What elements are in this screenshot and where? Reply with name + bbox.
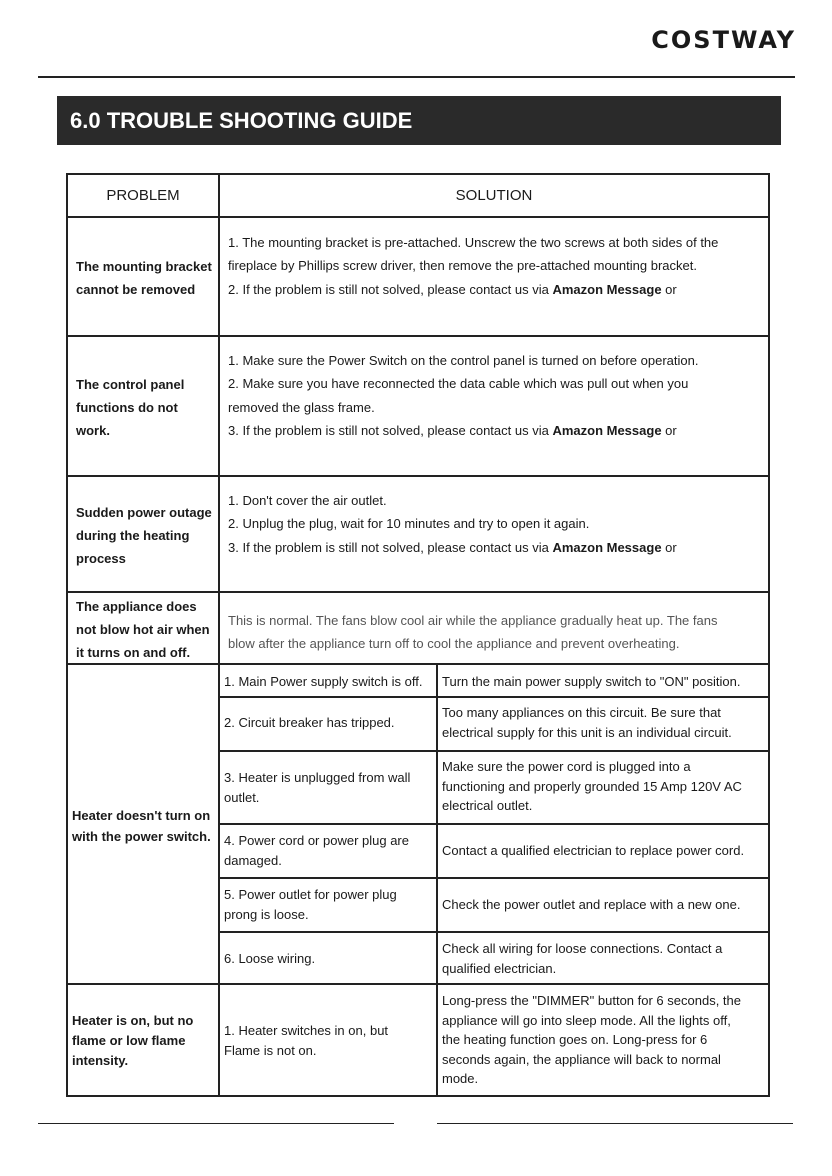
fix-6: Check all wiring for loose connections. Contact a qualified electrician. xyxy=(442,941,723,976)
solution-mounting-bracket: 1. The mounting bracket is pre-attached. Unscrew the two screws at both sides of the fireplace by Phillips screw driver, then remove the pre-attached mounting bracket. 2. If the problem is still not solved, please contact us via Amazon Message or xyxy=(228,235,719,297)
subcolumn-divider xyxy=(436,665,438,1095)
fix-flame: Long-press the "DIMMER" button for 6 seconds, the appliance will go into sleep mode. All the lights off, the heating function goes on. Long-press for 6 seconds again, the appliance will back to normal mode. xyxy=(442,993,741,1086)
subrow-divider xyxy=(218,877,768,879)
problem-control-panel: The control panel functions do not work. xyxy=(76,377,185,439)
cause-5: 5. Power outlet for power plug prong is loose. xyxy=(224,887,397,922)
column-divider-lower xyxy=(218,665,220,1095)
row-divider xyxy=(68,475,768,477)
header-divider xyxy=(38,76,795,78)
row-divider xyxy=(68,335,768,337)
fix-4: Contact a qualified electrician to replace power cord. xyxy=(442,843,745,858)
problem-no-hot-air: The appliance does not blow hot air when it turns on and off. xyxy=(76,599,210,661)
row-divider xyxy=(68,591,768,593)
subrow-divider xyxy=(218,750,768,752)
solution-control-panel: 1. Make sure the Power Switch on the control panel is turned on before operation. 2. Make sure you have reconnected the data cable which was pull out when you removed the glass frame. 3. If the problem is still not solved, please contact us via Amazon Message or xyxy=(228,353,699,439)
fix-5: Check the power outlet and replace with a new one. xyxy=(442,897,741,912)
troubleshooting-table xyxy=(66,173,770,1097)
cause-1: 1. Main Power supply switch is off. xyxy=(224,674,423,689)
fix-3: Make sure the power cord is plugged into a functioning and properly grounded 15 Amp 120V AC electrical outlet. xyxy=(442,759,742,813)
problem-power-outage: Sudden power outage during the heating process xyxy=(76,505,212,567)
footer-divider-right xyxy=(437,1123,793,1124)
cause-3: 3. Heater is unplugged from wall outlet. xyxy=(224,770,411,805)
fix-1: Turn the main power supply switch to "ON" position. xyxy=(442,674,741,689)
cause-6: 6. Loose wiring. xyxy=(224,951,316,966)
header-problem: PROBLEM xyxy=(106,187,180,204)
problem-no-flame: Heater is on, but no flame or low flame intensity. xyxy=(72,1013,194,1068)
cause-2: 2. Circuit breaker has tripped. xyxy=(224,715,395,730)
subrow-divider xyxy=(218,823,768,825)
footer-divider-left xyxy=(38,1123,394,1124)
solution-no-hot-air: This is normal. The fans blow cool air while the appliance gradually heat up. The fans blow after the appliance turn off to cool the appliance and prevent overheating. xyxy=(228,613,718,652)
costway-logo: COSTWAY xyxy=(651,26,796,54)
solution-power-outage: 1. Don't cover the air outlet. 2. Unplug the plug, wait for 10 minutes and try to open it again. 3. If the problem is still not solved, please contact us via Amazon Message or xyxy=(228,493,677,555)
section-title: 6.0 TROUBLE SHOOTING GUIDE xyxy=(57,96,781,145)
subrow-divider xyxy=(218,931,768,933)
problem-heater-switch: Heater doesn't turn on with the power switch. xyxy=(72,808,211,844)
subrow-divider xyxy=(218,696,768,698)
cause-flame: 1. Heater switches in on, but Flame is not on. xyxy=(224,1023,389,1058)
row-divider xyxy=(68,983,768,985)
problem-mounting-bracket: The mounting bracket cannot be removed xyxy=(76,259,212,298)
header-row-divider xyxy=(68,216,768,218)
cause-4: 4. Power cord or power plug are damaged. xyxy=(224,833,409,868)
fix-2: Too many appliances on this circuit. Be sure that electrical supply for this unit is an individual circuit. xyxy=(442,705,732,740)
header-solution: SOLUTION xyxy=(455,187,533,204)
